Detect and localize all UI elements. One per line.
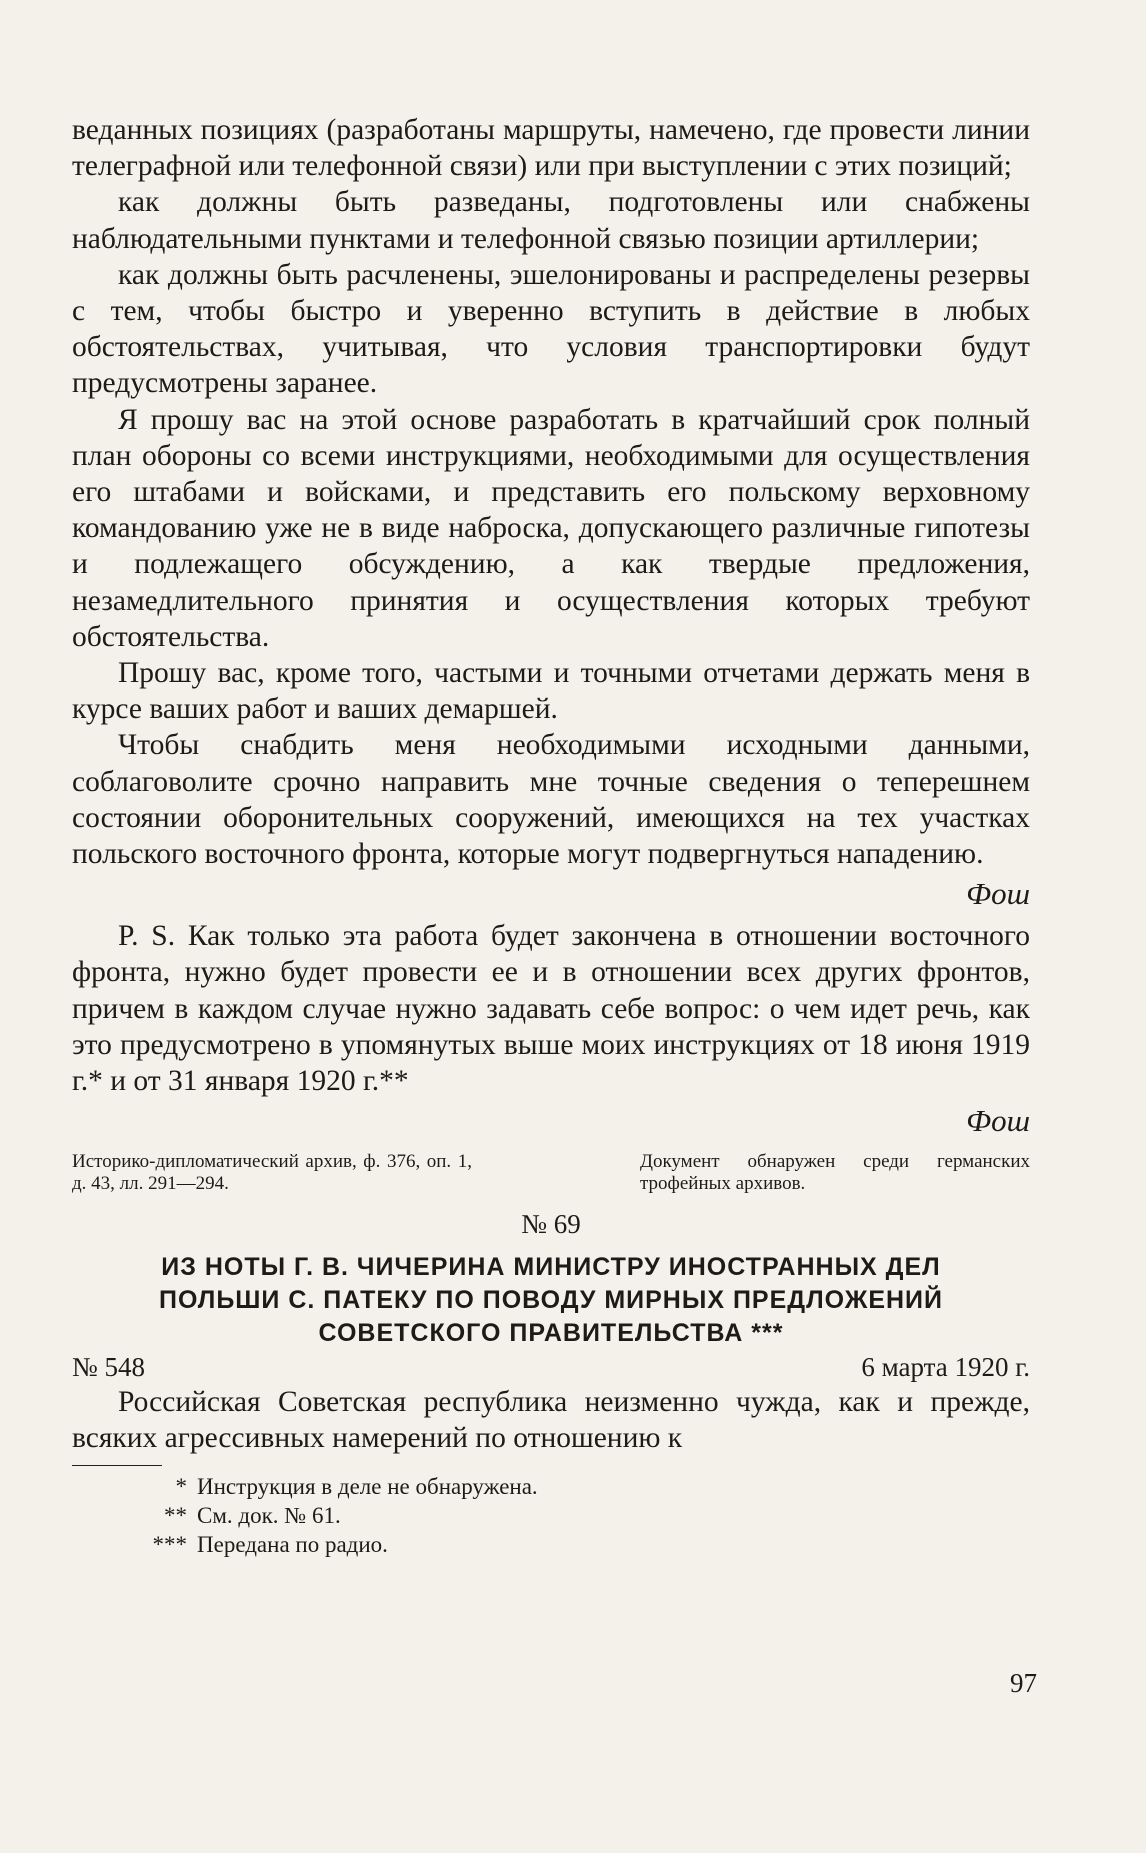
archive-source: Историко-дипломатический архив, ф. 376, оп. 1, д. 43, лл. 291—294. [72,1151,472,1195]
note-paragraph: Российская Советская республика неизменно чужда, как и прежде, всяких агрессивных намерений по отношению к [72,1386,1030,1455]
note-number: № 548 [72,1352,146,1383]
footnote: *** Передана по радио. [152,1531,388,1557]
document-title: ИЗ НОТЫ Г. В. ЧИЧЕРИНА МИНИСТРУ ИНОСТРАННЫХ ДЕЛ ПОЛЬШИ С. ПАТЕКУ ПО ПОВОДУ МИРНЫХ ПРЕДЛОЖЕНИЙ СОВЕТСКОГО ПРАВИТЕЛЬСТВА *** [159,1253,943,1348]
footnote-divider [72,1465,162,1466]
continuation-paragraph: веданных позициях (разработаны маршруты, намечено, где провести линии телеграфной или телефонной связи) или при выступлении с этих позиций; [72,114,1030,183]
document-origin: Документ обнаружен среди германских трофейных архивов. [640,1151,1030,1195]
signature-foch-1: Фош [966,876,1030,912]
signature-foch-2: Фош [966,1103,1030,1139]
note-meta [72,1350,1030,1384]
data-request-paragraph: Чтобы снабдить меня необходимыми исходными данными, соблаговолите срочно направить мне точные сведения о теперешнем состоянии оборонительных сооружений, имеющихся на тех участках польского восточного фронта, которые могут подвергнуться нападению. [72,729,1030,871]
note-date: 6 марта 1920 г. [861,1352,1030,1383]
footnotes [72,1472,1030,1559]
footnote: ** См. док. № 61. [164,1502,341,1528]
observation-paragraph: как должны быть разведаны, подготовлены или снабжены наблюдательными пунктами и телефонной связью позиции артиллерии; [72,186,1030,255]
document-number: № 69 [521,1209,581,1240]
main-text [72,112,1030,1559]
page-number: 97 [1010,1668,1037,1698]
plan-paragraph: Я прошу вас на этой основе разработать в кратчайший срок полный план обороны со всеми инструкциями, необходимыми для осуществления его штабами и войсками, и представить его польскому верховному командованию уже не в виде наброска, допускающего различные гипотезы и подлежащего обсуждению, а как твердые предложения, незамедлительного принятия и осуществления которых требуют обстоятельства. [72,403,1030,653]
reserves-paragraph: как должны быть расчленены, эшелонированы и распределены резервы с тем, чтобы быстро и уверенно вступить в действие в любых обстоятельствах, учитывая, что условия транспортировки будут предусмотрены заранее. [72,258,1030,400]
footnote: * Инструкция в деле не обнаружена. [175,1473,538,1499]
reports-paragraph: Прошу вас, кроме того, частыми и точными отчетами держать меня в курсе ваших работ и ваших демаршей. [72,657,1030,726]
source-references [72,1151,1030,1195]
postscript-paragraph: P. S. Как только эта работа будет закончена в отношении восточного фронта, нужно будет провести ее и в отношении всех других фронтов, причем в каждом случае нужно задавать себе вопрос: о чем идет речь, как это предусмотрено в упомянутых выше моих инструкциях от 18 июня 1919 г.* и от 31 января 1920 г.** [72,920,1030,1098]
